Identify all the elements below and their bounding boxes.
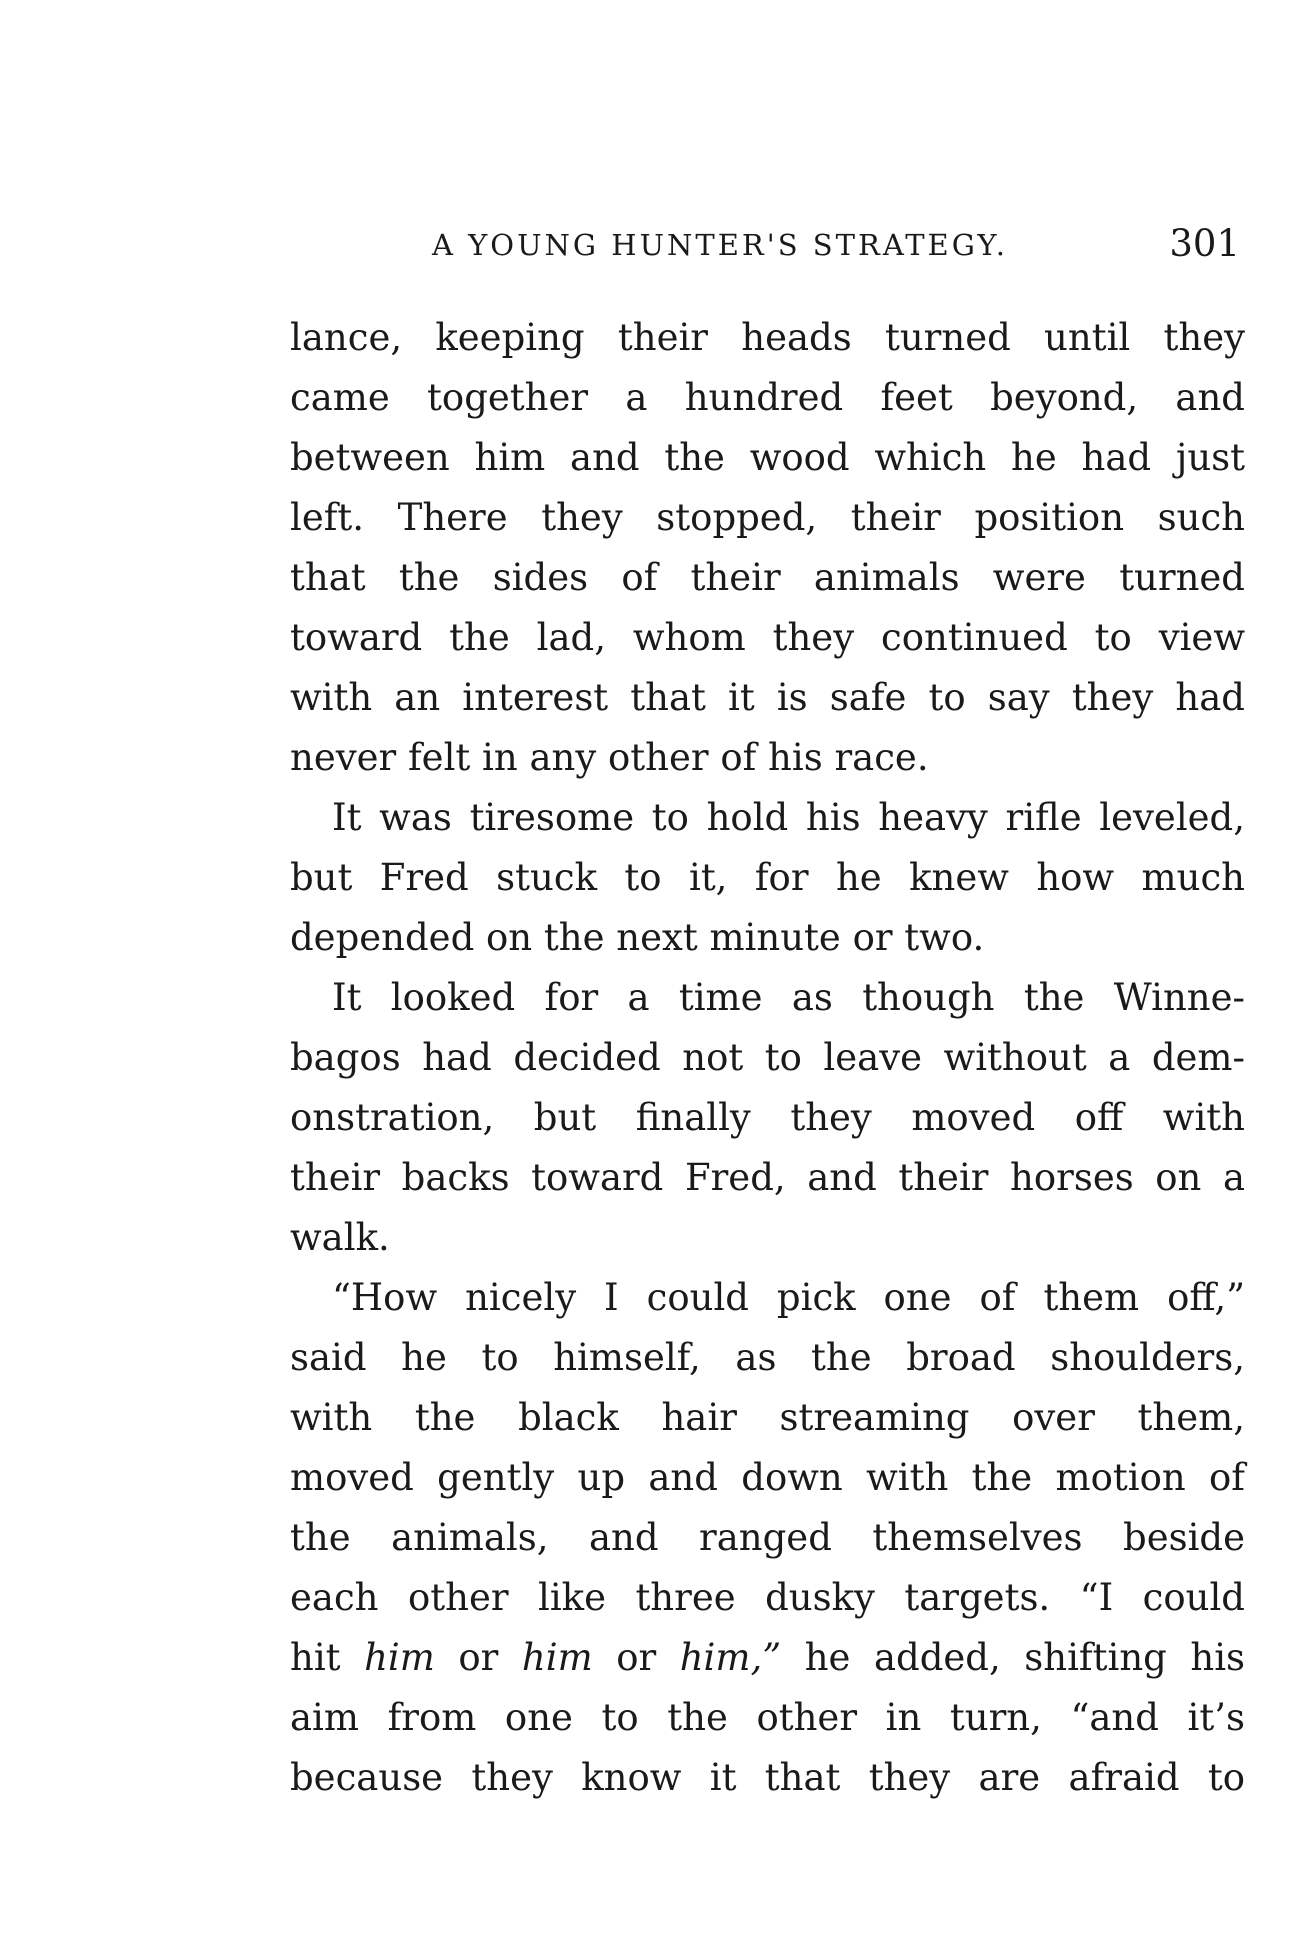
text-run: he added, shifting his <box>804 1636 1246 1679</box>
text-line: left. There they stopped, their position such <box>290 496 1245 539</box>
text-line: each other like three dusky targets. “I could <box>290 1576 1245 1619</box>
text-line: bagos had decided not to leave without a dem- <box>290 1036 1245 1079</box>
text-line: came together a hundred feet beyond, and <box>290 376 1245 419</box>
text-line: moved gently up and down with the motion of <box>290 1456 1245 1499</box>
text-line: depended on the next minute or two. <box>290 916 985 959</box>
text-line: never felt in any other of his race. <box>290 736 929 779</box>
text-line: because they know it that they are afraid to <box>290 1756 1245 1799</box>
text-line: lance, keeping their heads turned until they <box>290 316 1245 359</box>
text-run: or <box>458 1636 499 1679</box>
italic-text: him <box>521 1636 593 1679</box>
text-line: “How nicely I could pick one of them off,” <box>332 1276 1245 1319</box>
text-line: onstration, but finally they moved off with <box>290 1096 1245 1139</box>
text-line: said he to himself, as the broad shoulders, <box>290 1336 1245 1379</box>
text-line: It was tiresome to hold his heavy rifle leveled, <box>332 796 1245 839</box>
body-text <box>290 308 1245 1808</box>
text-line: but Fred stuck to it, for he knew how much <box>290 856 1245 899</box>
italic-text: him <box>364 1636 435 1679</box>
text-line: with an interest that it is safe to say they had <box>290 676 1245 719</box>
page-header <box>290 222 1250 272</box>
text-line-mixed <box>290 1628 1245 1688</box>
text-line: It looked for a time as though the Winne- <box>332 976 1245 1019</box>
text-line: the animals, and ranged themselves beside <box>290 1516 1245 1559</box>
page-number: 301 <box>1169 222 1240 265</box>
text-line: aim from one to the other in turn, “and it’s <box>290 1696 1245 1739</box>
running-title: A YOUNG HUNTER'S STRATEGY. <box>432 228 1008 262</box>
text-line: between him and the wood which he had just <box>290 436 1245 479</box>
text-line: toward the lad, whom they continued to view <box>290 616 1245 659</box>
italic-text: him,” <box>679 1636 782 1679</box>
text-line: walk. <box>290 1216 390 1259</box>
text-line: with the black hair streaming over them, <box>290 1396 1245 1439</box>
text-run: hit <box>290 1636 341 1679</box>
text-line: that the sides of their animals were turned <box>290 556 1245 599</box>
text-line: their backs toward Fred, and their horses on a <box>290 1156 1245 1199</box>
text-run: or <box>616 1636 657 1679</box>
